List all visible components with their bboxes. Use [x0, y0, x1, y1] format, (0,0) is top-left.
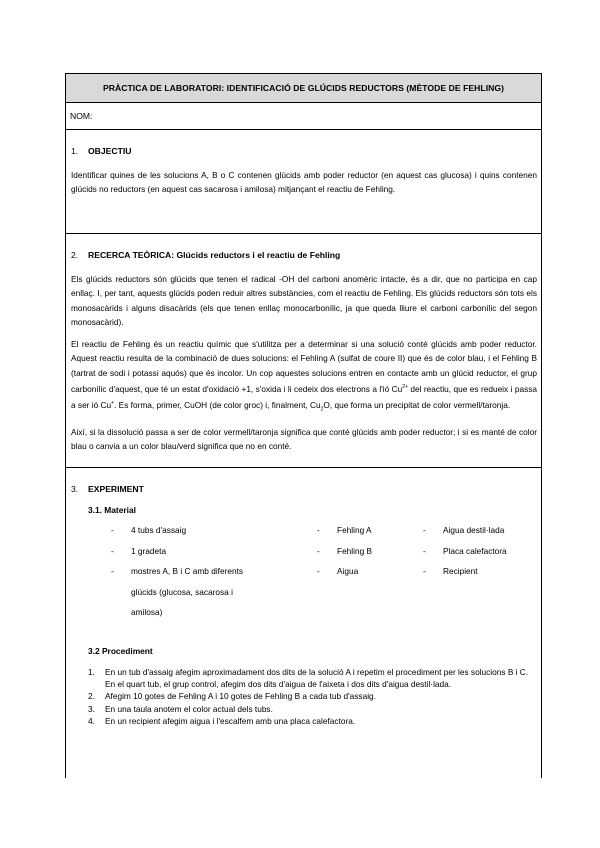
material-item: Aigua destil·lada	[443, 525, 505, 535]
recerca-paragraph-1: Els glúcids reductors són glúcids que tenen el radical -OH del carboni anomèric intacte, és a dir, que no participa en cap enllaç. I, per tant, aquests glúcids poden reduir altres substàncies, com el reactiu de Fehling. Els glúcids reductors són tots els monosacàrids i alguns disacàrids (els que tenen enllaç monocarbonílic, ja que queda lliure el carboni carbonílic del segon monosacàrid).	[71, 274, 537, 327]
procedure-step	[88, 703, 536, 715]
material-list-1	[111, 520, 243, 623]
material-item: Recipient	[443, 566, 478, 576]
list-item	[317, 561, 372, 582]
list-item	[317, 520, 372, 541]
recerca-title: RECERCA TEÒRICA: Glúcids reductors i el reactiu de Fehling	[88, 250, 341, 260]
subscript-2: 2	[320, 406, 324, 413]
bullet-dash: -	[317, 525, 320, 535]
recerca-paragraph-3: Així, si la dissolució passa a ser de color vermell/taronja significa que conté glúcids amb poder reductor; i si es manté de color blau o canvia a un color blau/verd significa que no en conté.	[71, 427, 537, 452]
name-field[interactable]	[66, 103, 541, 130]
material-list-3	[423, 520, 507, 582]
material-item: 1 gradeta	[131, 545, 167, 556]
list-item	[111, 520, 243, 541]
recerca-p2-part-c: . Es forma, primer, CuOH (de color groc) i, finalment, Cu	[114, 399, 321, 410]
practice-sheet	[65, 73, 542, 778]
list-item	[317, 541, 372, 562]
section-recerca	[66, 234, 541, 468]
bullet-dash: -	[423, 525, 426, 535]
material-heading: 3.1. Material	[88, 505, 136, 515]
objectiu-heading	[71, 146, 131, 156]
recerca-p2-part-d: O, que forma un precipitat de color vermell/taronja.	[323, 399, 511, 410]
list-item	[111, 541, 243, 562]
procediment-list	[88, 666, 536, 727]
objectiu-title: OBJECTIU	[88, 146, 132, 156]
experiment-title: EXPERIMENT	[88, 484, 144, 494]
list-item-continued	[111, 582, 243, 603]
bullet-dash: -	[111, 525, 114, 535]
objectiu-text: Identificar quines de les solucions A, B o C contenen glúcids amb poder reductor (en aquest cas glucosa) i quins contenen glúcids no reductors (en aquest cas sacarosa i amilosa) mitjançant el reactiu de Fehling.	[71, 170, 537, 195]
section-objectiu	[66, 130, 541, 234]
bullet-dash: -	[111, 545, 114, 556]
material-item: mostres A, B i C amb diferents	[131, 566, 244, 576]
procedure-step	[88, 715, 536, 727]
objectiu-number: 1.	[71, 146, 79, 156]
superscript-2plus: 2+	[402, 383, 408, 390]
material-item: Fehling B	[337, 545, 373, 556]
list-item	[423, 541, 507, 562]
recerca-paragraph-2	[71, 337, 537, 417]
material-item: Fehling A	[337, 525, 372, 535]
bullet-dash: -	[423, 566, 426, 576]
material-item: 4 tubs d'assaig	[131, 525, 187, 535]
section-experiment	[66, 468, 541, 778]
step-number: 2.	[88, 691, 95, 702]
bullet-dash: -	[111, 566, 114, 576]
recerca-number: 2.	[71, 250, 79, 260]
material-item: Placa calefactora	[443, 545, 507, 556]
document-title: PRÀCTICA DE LABORATORI: IDENTIFICACIÓ DE GLÚCIDS REDUCTORS (MÈTODE DE FEHLING)	[66, 74, 541, 103]
bullet-dash: -	[423, 545, 426, 556]
step-number: 4.	[88, 715, 95, 726]
material-item: Aigua	[337, 566, 359, 576]
procediment-heading: 3.2 Procediment	[88, 646, 153, 656]
material-list-2	[317, 520, 372, 582]
step-text: En un recipient afegim aigua i l'escalfem amb una placa calefactora.	[105, 715, 356, 726]
bullet-dash: -	[317, 566, 320, 576]
recerca-p2-part-b: del reactiu, que es redueix i passa a ser ió Cu	[71, 383, 537, 410]
list-item-continued	[111, 602, 243, 623]
experiment-number: 3.	[71, 484, 79, 494]
material-item: amilosa)	[131, 607, 163, 617]
list-item	[423, 561, 507, 582]
procedure-step	[88, 690, 536, 702]
material-item: glúcids (glucosa, sacarosa i	[131, 586, 233, 597]
experiment-heading	[71, 484, 144, 494]
step-text: Afegim 10 gotes de Fehling A i 10 gotes de Fehling B a cada tub d'assaig.	[105, 691, 376, 702]
recerca-heading	[71, 250, 340, 260]
step-number: 1.	[88, 667, 95, 677]
step-text: En un tub d'assaig afegim aproximadament dos dits de la solució A i repetim el procediment per les solucions B i C. En el quart tub, el grup control, afegim dos dits d'aigua de l'aixeta i dos dits d'aigua destil·lada.	[105, 667, 529, 690]
procedure-step	[88, 666, 536, 690]
step-number: 3.	[88, 703, 95, 714]
list-item	[111, 561, 243, 582]
list-item	[423, 520, 507, 541]
step-text: En una taula anotem el color actual dels tubs.	[105, 703, 273, 714]
recerca-p2-part-a: El reactiu de Fehling és un reactiu químic que s'utilitza per a determinar si una solució conté glúcids amb poder reductor. Aquest reactiu resulta de la combinació de dues solucions: el Fehling A (sulfat de coure II) que és de color blau, i el Fehling B (tartrat de sodi i potassi aquós) que és incolor. Un cop aquestes solucions entren en contacte amb un glúcid reductor, el grup carbonílic d'aquest, que té un estat d'oxidació +1, s'oxida i li cedeix dos electrons a l'ió Cu	[71, 339, 537, 394]
superscript-plus: +	[111, 399, 115, 406]
bullet-dash: -	[317, 545, 320, 556]
name-label: NOM:	[70, 111, 93, 121]
